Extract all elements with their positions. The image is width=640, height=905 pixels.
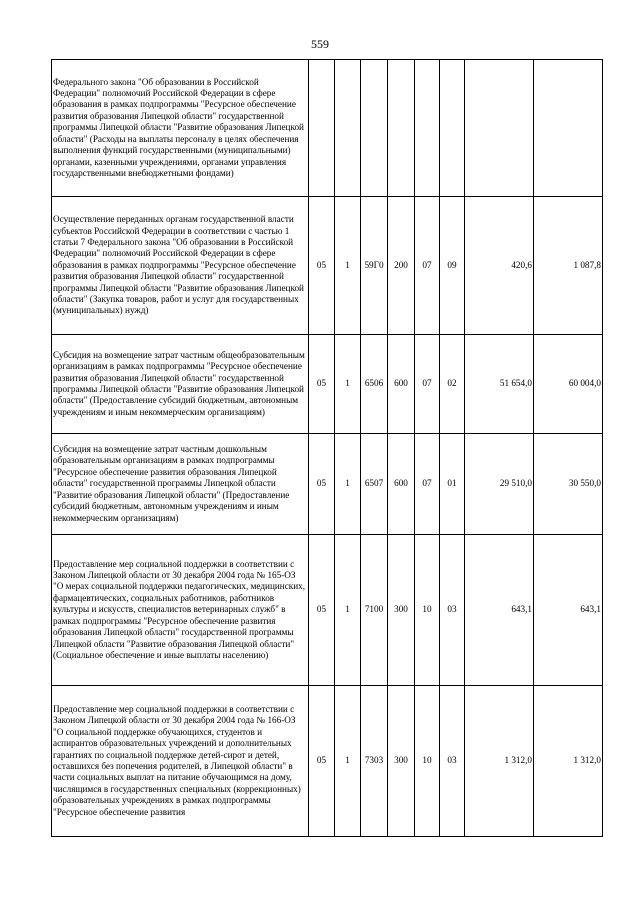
- sum-second-cell: 1 312,0: [534, 686, 603, 837]
- program-code-cell: 1: [335, 335, 361, 434]
- subsection-code-cell: 03: [440, 535, 465, 686]
- ministry-code-cell: 05: [309, 535, 335, 686]
- sum-first-cell: 643,1: [465, 535, 534, 686]
- ministry-code-cell: [309, 60, 335, 197]
- section-code-cell: 10: [415, 686, 440, 837]
- expense-name-cell: Предоставление мер социальной поддержки в соответствии с Законом Липецкой области от 30 декабря 2004 года № 165-ОЗ "О мерах социальной поддержки педагогических, медицинских, фармацевтических, социальных работников, работников культуры и искусств, специалистов ветеринарных служб" в рамках подпрограммы "Ресурсное обеспечение развития образования Липецкой области" государственной программы Липецкой области "Развитие образования Липецкой области" (Социальное обеспечение и иные выплаты населению): [52, 535, 309, 686]
- section-code-cell: 07: [415, 197, 440, 335]
- page-number: 559: [311, 37, 329, 51]
- sum-second-cell: 1 087,8: [534, 197, 603, 335]
- sum-first-cell: 420,6: [465, 197, 534, 335]
- expense-type-cell: 300: [388, 686, 415, 837]
- program-code-cell: 1: [335, 535, 361, 686]
- table-row: [52, 535, 603, 686]
- ministry-code-cell: 05: [309, 335, 335, 434]
- section-code-cell: [415, 60, 440, 197]
- table-row: [52, 686, 603, 837]
- subsection-code-cell: [440, 60, 465, 197]
- expense-name-cell: Предоставление мер социальной поддержки в соответствии с Законом Липецкой области от 30 декабря 2004 года № 166-ОЗ "О социальной поддержке обучающихся, студентов и аспирантов образовательных учреждений и дополнительных гарантиях по социальной поддержке детей-сирот и детей, оставшихся без попечения родителей, в Липецкой области" в части социальных выплат на питание обучающимся на дому, числящимся в государственных специальных (коррекционных) образовательных учреждениях в рамках подпрограммы "Ресурсное обеспечение развития: [52, 686, 309, 837]
- sum-first-cell: 1 312,0: [465, 686, 534, 837]
- section-code-cell: 07: [415, 434, 440, 535]
- expense-type-cell: 600: [388, 434, 415, 535]
- table-row: [52, 335, 603, 434]
- sum-first-cell: 51 654,0: [465, 335, 534, 434]
- subsection-code-cell: 01: [440, 434, 465, 535]
- ministry-code-cell: 05: [309, 434, 335, 535]
- table-row: [52, 434, 603, 535]
- section-code-cell: 07: [415, 335, 440, 434]
- sum-first-cell: 29 510,0: [465, 434, 534, 535]
- ministry-code-cell: 05: [309, 686, 335, 837]
- program-code-cell: 1: [335, 197, 361, 335]
- target-article-cell: 7100: [361, 535, 388, 686]
- expense-type-cell: [388, 60, 415, 197]
- expense-name-cell: Субсидия на возмещение затрат частным общеобразовательным организациям в рамках подпрограммы "Ресурсное обеспечение развития образования Липецкой области" государственной программы Липецкой области "Развитие образования Липецкой области" (Предоставление субсидий бюджетным, автономным учреждениям и иным некоммерческим организациям): [52, 335, 309, 434]
- expense-type-cell: 600: [388, 335, 415, 434]
- program-code-cell: [335, 60, 361, 197]
- expense-type-cell: 200: [388, 197, 415, 335]
- sum-second-cell: 643,1: [534, 535, 603, 686]
- program-code-cell: 1: [335, 434, 361, 535]
- budget-table: [51, 59, 603, 837]
- program-code-cell: 1: [335, 686, 361, 837]
- target-article-cell: 6506: [361, 335, 388, 434]
- sum-second-cell: 30 550,0: [534, 434, 603, 535]
- target-article-cell: 59Г0: [361, 197, 388, 335]
- expense-name-cell: Федерального закона "Об образовании в Российской Федерации" полномочий Российской Федерации в сфере образования в рамках подпрограммы "Ресурсное обеспечение развития образования Липецкой области" государственной программы Липецкой области "Развитие образования Липецкой области" (Расходы на выплаты персоналу в целях обеспечения выполнения функций государственными (муниципальными) органами, казенными учреждениями, органами управления государственными внебюджетными фондами): [52, 60, 309, 197]
- expense-name-cell: Осуществление переданных органам государственной власти субъектов Российской Федерации в соответствии с частью 1 статьи 7 Федерального закона "Об образовании в Российской Федерации" полномочий Российской Федерации в сфере образования в рамках подпрограммы "Ресурсное обеспечение развития образования Липецкой области" государственной программы Липецкой области "Развитие образования Липецкой области" (Закупка товаров, работ и услуг для государственных (муниципальных) нужд): [52, 197, 309, 335]
- expense-type-cell: 300: [388, 535, 415, 686]
- subsection-code-cell: 03: [440, 686, 465, 837]
- ministry-code-cell: 05: [309, 197, 335, 335]
- table-row: [52, 60, 603, 197]
- sum-second-cell: [534, 60, 603, 197]
- target-article-cell: 7303: [361, 686, 388, 837]
- subsection-code-cell: 09: [440, 197, 465, 335]
- sum-second-cell: 60 004,0: [534, 335, 603, 434]
- table-row: [52, 197, 603, 335]
- target-article-cell: 6507: [361, 434, 388, 535]
- section-code-cell: 10: [415, 535, 440, 686]
- expense-name-cell: Субсидия на возмещение затрат частным дошкольным образовательным организациям в рамках подпрограммы "Ресурсное обеспечение развития образования Липецкой области" государственной программы Липецкой области "Развитие образования Липецкой области" (Предоставление субсидий бюджетным, автономным учреждениям и иным некоммерческим организациям): [52, 434, 309, 535]
- target-article-cell: [361, 60, 388, 197]
- sum-first-cell: [465, 60, 534, 197]
- subsection-code-cell: 02: [440, 335, 465, 434]
